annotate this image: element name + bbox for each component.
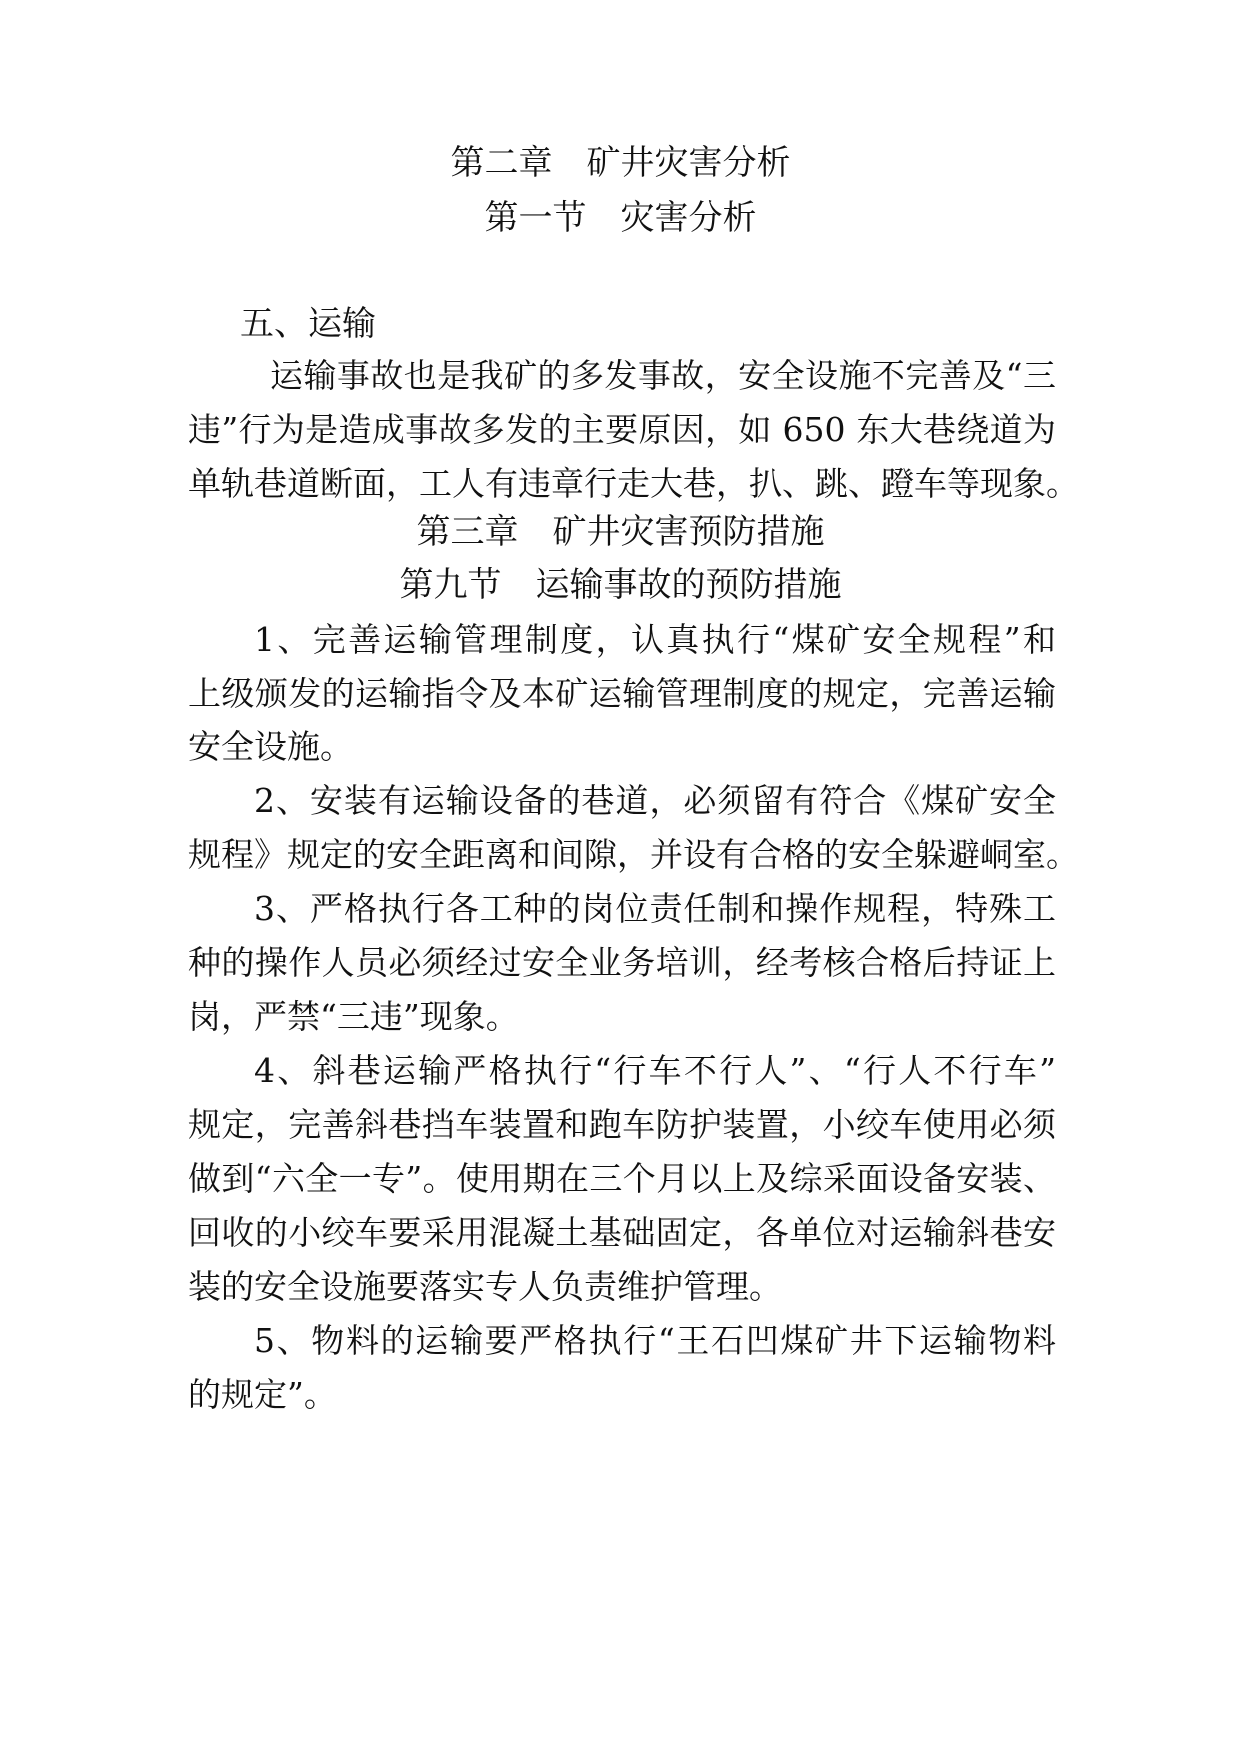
item4-line-4: 回收的小绞车要采用混凝土基础固定，各单位对运输斜巷安: [188, 1213, 1056, 1252]
sub-heading-transport: 五、运输: [240, 304, 376, 344]
item1-line-3: 安全设施。: [188, 727, 353, 766]
item4-line-1: 4、斜巷运输严格执行“行车不行人”、“行人不行车”: [254, 1051, 1056, 1090]
item2-line-2: 规程》规定的安全距离和间隙，并设有合格的安全躲避峒室。: [188, 835, 1079, 874]
item2-line-1: 2、安装有运输设备的巷道，必须留有符合《煤矿安全: [254, 781, 1056, 820]
item5-line-1: 5、物料的运输要严格执行“王石凹煤矿井下运输物料: [254, 1321, 1056, 1360]
item3-line-3: 岗，严禁“三违”现象。: [188, 997, 519, 1036]
item3-line-1: 3、严格执行各工种的岗位责任制和操作规程，特殊工: [254, 889, 1056, 928]
item4-line-2: 规定，完善斜巷挡车装置和跑车防护装置，小绞车使用必须: [188, 1105, 1056, 1144]
item1-line-2: 上级颁发的运输指令及本矿运输管理制度的规定，完善运输: [188, 674, 1056, 713]
item4-line-3: 做到“六全一专”。使用期在三个月以上及综采面设备安装、: [188, 1159, 1056, 1198]
item1-line-1: 1、完善运输管理制度，认真执行“煤矿安全规程”和: [254, 620, 1056, 659]
item4-line-5: 装的安全设施要落实专人负责维护管理。: [188, 1267, 782, 1306]
intro-line-1: 运输事故也是我矿的多发事故，安全设施不完善及“三: [270, 356, 1056, 395]
item3-line-2: 种的操作人员必须经过安全业务培训，经考核合格后持证上: [188, 943, 1056, 982]
intro-line-3: 单轨巷道断面，工人有违章行走大巷，扒、跳、蹬车等现象。: [188, 464, 1079, 503]
intro-line-2: 违”行为是造成事故多发的主要原因，如 650 东大巷绕道为: [188, 410, 1056, 449]
chapter2-title: 第二章 矿井灾害分析: [450, 143, 791, 183]
section1-title: 第一节 灾害分析: [484, 198, 757, 238]
section9-title: 第九节 运输事故的预防措施: [399, 565, 842, 605]
chapter3-title: 第三章 矿井灾害预防措施: [416, 512, 825, 552]
item5-line-2: 的规定”。: [188, 1375, 337, 1414]
